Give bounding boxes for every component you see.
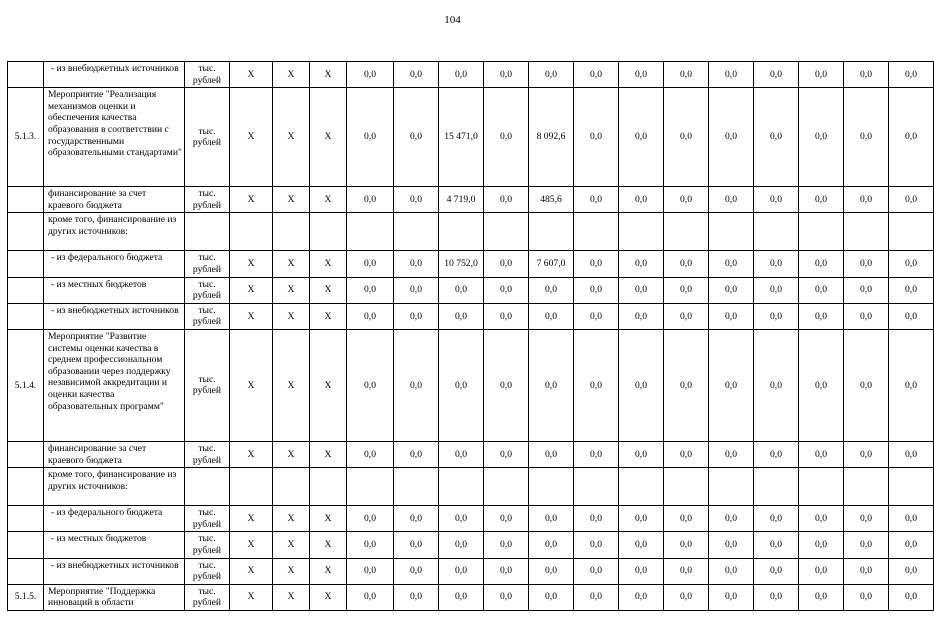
row-value: 0,0 bbox=[439, 506, 484, 532]
row-x-mark: Х bbox=[230, 88, 273, 187]
row-value: 0,0 bbox=[574, 251, 619, 277]
row-value: 0,0 bbox=[529, 584, 574, 610]
row-value: 0,0 bbox=[844, 329, 889, 441]
row-value bbox=[799, 213, 844, 251]
row-value: 0,0 bbox=[709, 303, 754, 329]
row-value: 0,0 bbox=[844, 62, 889, 88]
row-value: 0,0 bbox=[889, 506, 934, 532]
row-description: кроме того, финансирование из других источников: bbox=[44, 468, 185, 506]
row-description: - из внебюджетных источников bbox=[44, 62, 185, 88]
row-description: Мероприятие "Реализация механизмов оценки и обеспечения качества образования в соответствии с государственными образовательными стандартами" bbox=[44, 88, 185, 187]
row-value: 0,0 bbox=[709, 441, 754, 467]
row-value: 0,0 bbox=[844, 558, 889, 584]
row-code bbox=[8, 277, 44, 303]
row-value: 0,0 bbox=[574, 303, 619, 329]
row-value: 0,0 bbox=[799, 303, 844, 329]
row-value: 0,0 bbox=[574, 187, 619, 213]
row-value: 0,0 bbox=[394, 62, 439, 88]
row-x-mark bbox=[230, 468, 273, 506]
row-description: финансирование за счет краевого бюджета bbox=[44, 187, 185, 213]
row-value: 0,0 bbox=[664, 251, 709, 277]
row-value: 0,0 bbox=[529, 506, 574, 532]
row-value bbox=[529, 468, 574, 506]
row-value: 0,0 bbox=[664, 558, 709, 584]
row-value: 0,0 bbox=[799, 277, 844, 303]
row-value: 0,0 bbox=[709, 584, 754, 610]
row-value bbox=[394, 468, 439, 506]
row-value: 0,0 bbox=[439, 441, 484, 467]
row-x-mark: Х bbox=[273, 532, 310, 558]
row-x-mark: Х bbox=[273, 584, 310, 610]
row-value: 0,0 bbox=[394, 88, 439, 187]
row-x-mark: Х bbox=[230, 532, 273, 558]
row-x-mark: Х bbox=[310, 532, 347, 558]
row-unit: тыс. рублей bbox=[185, 532, 230, 558]
row-value: 0,0 bbox=[799, 558, 844, 584]
row-value: 0,0 bbox=[619, 558, 664, 584]
row-value: 0,0 bbox=[889, 532, 934, 558]
row-code: 5.1.3. bbox=[8, 88, 44, 187]
row-x-mark bbox=[273, 213, 310, 251]
row-value bbox=[574, 468, 619, 506]
row-unit: тыс. рублей bbox=[185, 88, 230, 187]
row-value: 0,0 bbox=[619, 532, 664, 558]
row-value: 0,0 bbox=[754, 251, 799, 277]
row-x-mark: Х bbox=[230, 251, 273, 277]
table-body bbox=[8, 62, 934, 611]
row-x-mark: Х bbox=[310, 303, 347, 329]
row-value: 0,0 bbox=[889, 187, 934, 213]
row-value: 0,0 bbox=[484, 558, 529, 584]
row-value: 0,0 bbox=[439, 558, 484, 584]
row-value: 0,0 bbox=[799, 329, 844, 441]
row-value: 0,0 bbox=[709, 329, 754, 441]
row-value: 0,0 bbox=[484, 88, 529, 187]
row-value: 0,0 bbox=[529, 558, 574, 584]
row-x-mark: Х bbox=[230, 558, 273, 584]
row-value: 0,0 bbox=[439, 62, 484, 88]
row-value: 0,0 bbox=[574, 584, 619, 610]
row-x-mark: Х bbox=[230, 187, 273, 213]
table-row bbox=[8, 62, 934, 88]
row-value: 0,0 bbox=[889, 303, 934, 329]
row-unit: тыс. рублей bbox=[185, 329, 230, 441]
row-value: 0,0 bbox=[889, 558, 934, 584]
row-value: 0,0 bbox=[394, 277, 439, 303]
row-value: 0,0 bbox=[347, 62, 394, 88]
row-value bbox=[484, 468, 529, 506]
row-x-mark bbox=[310, 213, 347, 251]
row-value: 0,0 bbox=[484, 441, 529, 467]
row-value bbox=[439, 468, 484, 506]
row-value: 0,0 bbox=[889, 62, 934, 88]
row-value: 0,0 bbox=[347, 303, 394, 329]
row-value: 0,0 bbox=[394, 251, 439, 277]
row-value: 0,0 bbox=[394, 506, 439, 532]
row-value: 0,0 bbox=[844, 187, 889, 213]
row-value: 0,0 bbox=[484, 584, 529, 610]
row-value: 0,0 bbox=[439, 532, 484, 558]
row-value: 0,0 bbox=[664, 506, 709, 532]
row-x-mark: Х bbox=[230, 329, 273, 441]
row-value: 0,0 bbox=[754, 532, 799, 558]
row-x-mark bbox=[230, 213, 273, 251]
row-value bbox=[844, 468, 889, 506]
row-value: 0,0 bbox=[484, 251, 529, 277]
row-x-mark: Х bbox=[310, 251, 347, 277]
row-code bbox=[8, 468, 44, 506]
row-value: 0,0 bbox=[574, 62, 619, 88]
row-code bbox=[8, 251, 44, 277]
row-value: 0,0 bbox=[484, 532, 529, 558]
row-value: 0,0 bbox=[347, 329, 394, 441]
row-value bbox=[664, 213, 709, 251]
table-row bbox=[8, 584, 934, 610]
table-row bbox=[8, 88, 934, 187]
row-description: кроме того, финансирование из других источников: bbox=[44, 213, 185, 251]
row-value: 0,0 bbox=[709, 251, 754, 277]
row-value: 0,0 bbox=[529, 441, 574, 467]
row-code bbox=[8, 506, 44, 532]
row-value: 0,0 bbox=[889, 441, 934, 467]
row-value: 0,0 bbox=[574, 506, 619, 532]
row-value: 0,0 bbox=[889, 88, 934, 187]
row-value: 0,0 bbox=[664, 88, 709, 187]
row-value: 0,0 bbox=[889, 584, 934, 610]
row-value: 0,0 bbox=[754, 277, 799, 303]
row-value: 8 092,6 bbox=[529, 88, 574, 187]
row-value: 0,0 bbox=[754, 329, 799, 441]
row-unit: тыс. рублей bbox=[185, 187, 230, 213]
table-row bbox=[8, 329, 934, 441]
row-value: 0,0 bbox=[844, 251, 889, 277]
row-value bbox=[347, 213, 394, 251]
row-value: 0,0 bbox=[574, 277, 619, 303]
row-x-mark: Х bbox=[310, 62, 347, 88]
row-value: 0,0 bbox=[619, 187, 664, 213]
row-x-mark: Х bbox=[273, 558, 310, 584]
row-x-mark: Х bbox=[310, 187, 347, 213]
row-code bbox=[8, 303, 44, 329]
row-value: 0,0 bbox=[619, 441, 664, 467]
row-value: 0,0 bbox=[709, 88, 754, 187]
row-value: 0,0 bbox=[347, 506, 394, 532]
row-value: 0,0 bbox=[484, 187, 529, 213]
row-value: 0,0 bbox=[754, 441, 799, 467]
row-value: 0,0 bbox=[889, 251, 934, 277]
row-x-mark: Х bbox=[230, 303, 273, 329]
row-x-mark: Х bbox=[230, 584, 273, 610]
row-value: 7 607,0 bbox=[529, 251, 574, 277]
row-description: - из федерального бюджета bbox=[44, 506, 185, 532]
row-value: 0,0 bbox=[439, 303, 484, 329]
row-unit bbox=[185, 213, 230, 251]
row-x-mark: Х bbox=[310, 558, 347, 584]
row-value: 0,0 bbox=[347, 584, 394, 610]
row-value: 0,0 bbox=[484, 506, 529, 532]
row-value: 0,0 bbox=[439, 329, 484, 441]
row-value: 0,0 bbox=[574, 441, 619, 467]
row-code bbox=[8, 532, 44, 558]
row-x-mark: Х bbox=[273, 329, 310, 441]
row-value: 0,0 bbox=[844, 506, 889, 532]
row-value: 4 719,0 bbox=[439, 187, 484, 213]
row-value: 0,0 bbox=[394, 441, 439, 467]
row-x-mark: Х bbox=[273, 441, 310, 467]
row-value: 0,0 bbox=[799, 532, 844, 558]
row-value: 0,0 bbox=[394, 329, 439, 441]
row-x-mark: Х bbox=[273, 62, 310, 88]
row-value: 0,0 bbox=[889, 329, 934, 441]
row-description: финансирование за счет краевого бюджета bbox=[44, 441, 185, 467]
row-value: 0,0 bbox=[619, 251, 664, 277]
row-x-mark: Х bbox=[273, 506, 310, 532]
row-value bbox=[709, 213, 754, 251]
row-description: Мероприятие "Развитие системы оценки качества в среднем профессиональном образовании через поддержку независимой аккредитации и оценки качества образовательных программ" bbox=[44, 329, 185, 441]
row-value: 485,6 bbox=[529, 187, 574, 213]
row-value: 0,0 bbox=[664, 62, 709, 88]
table-row bbox=[8, 277, 934, 303]
row-code bbox=[8, 213, 44, 251]
row-value: 0,0 bbox=[799, 251, 844, 277]
row-unit: тыс. рублей bbox=[185, 277, 230, 303]
row-description: - из местных бюджетов bbox=[44, 532, 185, 558]
table-row bbox=[8, 303, 934, 329]
row-value: 0,0 bbox=[709, 532, 754, 558]
row-value: 0,0 bbox=[799, 187, 844, 213]
row-x-mark: Х bbox=[310, 441, 347, 467]
row-value: 0,0 bbox=[664, 187, 709, 213]
row-value bbox=[347, 468, 394, 506]
table-row bbox=[8, 213, 934, 251]
row-value: 0,0 bbox=[347, 251, 394, 277]
row-unit: тыс. рублей bbox=[185, 251, 230, 277]
row-value: 0,0 bbox=[799, 88, 844, 187]
row-value: 0,0 bbox=[754, 303, 799, 329]
row-value: 0,0 bbox=[709, 506, 754, 532]
row-value: 0,0 bbox=[844, 88, 889, 187]
row-x-mark bbox=[273, 468, 310, 506]
row-value: 0,0 bbox=[664, 441, 709, 467]
row-value bbox=[484, 213, 529, 251]
row-value: 0,0 bbox=[844, 303, 889, 329]
row-value: 0,0 bbox=[754, 62, 799, 88]
row-value: 10 752,0 bbox=[439, 251, 484, 277]
row-code: 5.1.5. bbox=[8, 584, 44, 610]
row-unit bbox=[185, 468, 230, 506]
row-value: 0,0 bbox=[394, 187, 439, 213]
row-code bbox=[8, 187, 44, 213]
row-x-mark: Х bbox=[230, 62, 273, 88]
row-unit: тыс. рублей bbox=[185, 62, 230, 88]
row-value: 0,0 bbox=[664, 329, 709, 441]
row-value: 0,0 bbox=[799, 506, 844, 532]
row-value bbox=[664, 468, 709, 506]
budget-table bbox=[7, 61, 934, 611]
row-value bbox=[889, 468, 934, 506]
row-value bbox=[439, 213, 484, 251]
row-description: - из внебюджетных источников bbox=[44, 303, 185, 329]
row-description: - из федерального бюджета bbox=[44, 251, 185, 277]
row-value bbox=[619, 468, 664, 506]
row-value: 0,0 bbox=[394, 558, 439, 584]
page-number: 104 bbox=[444, 14, 461, 26]
row-description: - из местных бюджетов bbox=[44, 277, 185, 303]
row-value: 0,0 bbox=[619, 329, 664, 441]
row-value: 0,0 bbox=[844, 277, 889, 303]
row-code: 5.1.4. bbox=[8, 329, 44, 441]
table-row bbox=[8, 187, 934, 213]
row-value: 0,0 bbox=[799, 584, 844, 610]
row-value: 0,0 bbox=[709, 558, 754, 584]
row-value: 0,0 bbox=[347, 88, 394, 187]
row-value: 0,0 bbox=[754, 506, 799, 532]
row-value: 0,0 bbox=[394, 303, 439, 329]
row-unit: тыс. рублей bbox=[185, 584, 230, 610]
row-value: 0,0 bbox=[619, 506, 664, 532]
row-value: 0,0 bbox=[619, 277, 664, 303]
row-code bbox=[8, 558, 44, 584]
row-value bbox=[799, 468, 844, 506]
row-value: 0,0 bbox=[529, 329, 574, 441]
row-value: 0,0 bbox=[529, 277, 574, 303]
row-value bbox=[619, 213, 664, 251]
row-code bbox=[8, 62, 44, 88]
row-value bbox=[754, 213, 799, 251]
row-value: 0,0 bbox=[754, 187, 799, 213]
row-value: 0,0 bbox=[574, 329, 619, 441]
row-value: 0,0 bbox=[709, 187, 754, 213]
row-description: Мероприятие "Поддержка инноваций в области bbox=[44, 584, 185, 610]
row-value: 0,0 bbox=[574, 558, 619, 584]
row-value: 0,0 bbox=[394, 584, 439, 610]
row-description: - из внебюджетных источников bbox=[44, 558, 185, 584]
row-value: 0,0 bbox=[347, 558, 394, 584]
row-x-mark: Х bbox=[273, 187, 310, 213]
row-value: 0,0 bbox=[574, 532, 619, 558]
row-value: 0,0 bbox=[799, 441, 844, 467]
row-value: 0,0 bbox=[754, 558, 799, 584]
row-x-mark: Х bbox=[273, 277, 310, 303]
row-value: 0,0 bbox=[347, 277, 394, 303]
row-value: 0,0 bbox=[754, 584, 799, 610]
row-value: 0,0 bbox=[394, 532, 439, 558]
row-value bbox=[709, 468, 754, 506]
row-value: 0,0 bbox=[754, 88, 799, 187]
row-value: 0,0 bbox=[529, 303, 574, 329]
row-value: 0,0 bbox=[664, 303, 709, 329]
row-x-mark: Х bbox=[310, 88, 347, 187]
row-value bbox=[754, 468, 799, 506]
table-row bbox=[8, 251, 934, 277]
row-x-mark: Х bbox=[310, 506, 347, 532]
row-value: 0,0 bbox=[347, 532, 394, 558]
row-unit: тыс. рублей bbox=[185, 506, 230, 532]
row-value bbox=[844, 213, 889, 251]
row-unit: тыс. рублей bbox=[185, 441, 230, 467]
row-value: 0,0 bbox=[844, 584, 889, 610]
row-x-mark bbox=[310, 468, 347, 506]
row-value bbox=[529, 213, 574, 251]
row-x-mark: Х bbox=[273, 88, 310, 187]
row-value: 0,0 bbox=[664, 584, 709, 610]
row-value: 0,0 bbox=[844, 441, 889, 467]
row-value: 15 471,0 bbox=[439, 88, 484, 187]
row-x-mark: Х bbox=[230, 277, 273, 303]
row-value: 0,0 bbox=[889, 277, 934, 303]
row-x-mark: Х bbox=[310, 584, 347, 610]
row-value: 0,0 bbox=[664, 277, 709, 303]
table-row bbox=[8, 558, 934, 584]
table-row bbox=[8, 441, 934, 467]
row-unit: тыс. рублей bbox=[185, 558, 230, 584]
row-value: 0,0 bbox=[619, 88, 664, 187]
row-x-mark: Х bbox=[310, 329, 347, 441]
table-row bbox=[8, 468, 934, 506]
row-value: 0,0 bbox=[439, 277, 484, 303]
row-value: 0,0 bbox=[484, 62, 529, 88]
table-row bbox=[8, 532, 934, 558]
table-row bbox=[8, 506, 934, 532]
row-value: 0,0 bbox=[484, 277, 529, 303]
row-value: 0,0 bbox=[529, 62, 574, 88]
row-value: 0,0 bbox=[484, 329, 529, 441]
row-value: 0,0 bbox=[484, 303, 529, 329]
row-value bbox=[889, 213, 934, 251]
row-value: 0,0 bbox=[574, 88, 619, 187]
row-value: 0,0 bbox=[347, 441, 394, 467]
row-code bbox=[8, 441, 44, 467]
row-x-mark: Х bbox=[230, 506, 273, 532]
row-value: 0,0 bbox=[619, 62, 664, 88]
row-value: 0,0 bbox=[347, 187, 394, 213]
row-unit: тыс. рублей bbox=[185, 303, 230, 329]
row-value: 0,0 bbox=[709, 277, 754, 303]
row-value: 0,0 bbox=[619, 303, 664, 329]
row-value: 0,0 bbox=[799, 62, 844, 88]
row-x-mark: Х bbox=[230, 441, 273, 467]
row-value: 0,0 bbox=[619, 584, 664, 610]
row-value: 0,0 bbox=[664, 532, 709, 558]
row-x-mark: Х bbox=[310, 277, 347, 303]
row-value bbox=[574, 213, 619, 251]
row-value: 0,0 bbox=[844, 532, 889, 558]
row-value: 0,0 bbox=[529, 532, 574, 558]
row-x-mark: Х bbox=[273, 303, 310, 329]
row-value: 0,0 bbox=[709, 62, 754, 88]
row-value: 0,0 bbox=[439, 584, 484, 610]
row-value bbox=[394, 213, 439, 251]
row-x-mark: Х bbox=[273, 251, 310, 277]
